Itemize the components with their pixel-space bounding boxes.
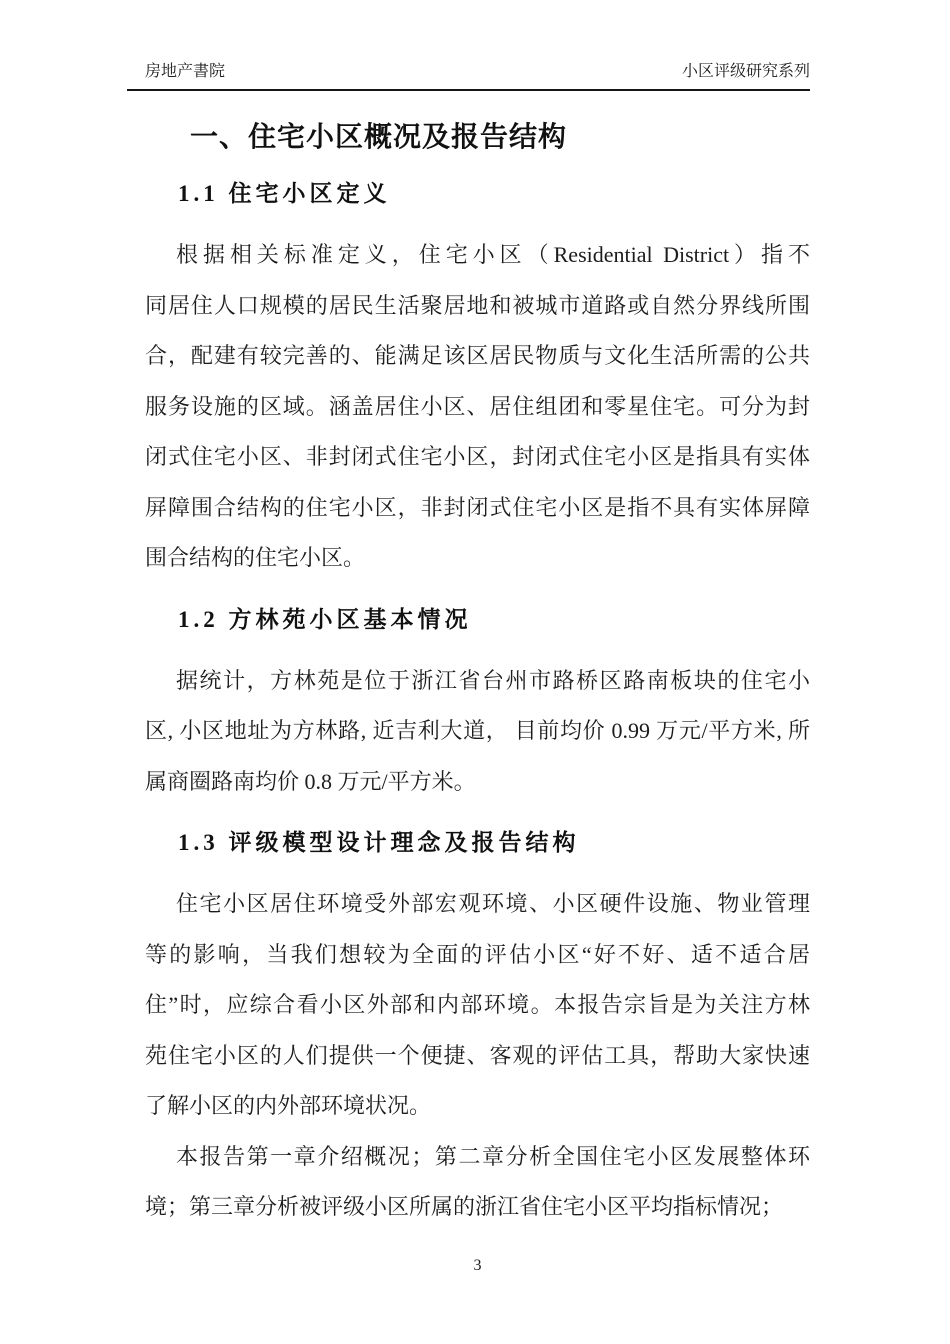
text-line: 住”时，应综合看小区外部和内部环境。本报告宗旨是为关注方林: [145, 992, 810, 1017]
section-heading-1-1: 1.1 住宅小区定义: [178, 181, 391, 206]
section-fanglinyuan-basics: [145, 603, 810, 808]
text-line: 苑住宅小区的人们提供一个便捷、客观的评估工具，帮助大家快速: [145, 1042, 810, 1068]
text-line: 等的影响，当我们想较为全面的评估小区“好不好、适不适合居: [145, 941, 810, 967]
page-footer: [145, 1256, 810, 1276]
text-line: 属商圈路南均价 0.8 万元/平方米。: [145, 768, 476, 794]
text-line: 境；第三章分析被评级小区所属的浙江省住宅小区平均指标情况；: [145, 1194, 784, 1219]
text-line: 了解小区的内外部环境状况。: [145, 1093, 432, 1118]
text-line: 屏障围合结构的住宅小区，非封闭式住宅小区是指不具有实体屏障: [145, 494, 810, 520]
text-line: 根据相关标准定义，住宅小区（Residential District）指不: [176, 242, 810, 267]
section-heading-1-3: 1.3 评级模型设计理念及报告结构: [178, 830, 580, 855]
paragraph: [145, 656, 810, 808]
text-line: 服务设施的区域。涵盖居住小区、居住组团和零星住宅。可分为封: [145, 393, 810, 419]
text-line: 本报告第一章介绍概况；第二章分析全国住宅小区发展整体环: [176, 1143, 810, 1169]
text-line: 围合结构的住宅小区。: [145, 545, 366, 570]
header-right-text: 小区评级研究系列: [681, 63, 810, 80]
header-left-text: 房地产書院: [145, 63, 226, 80]
text-line: 区, 小区地址为方林路, 近吉利大道， 目前均价 0.99 万元/平方米, 所: [145, 718, 810, 743]
chapter-title: 一、住宅小区概况及报告结构: [190, 122, 568, 153]
paragraph: [145, 1132, 810, 1233]
section-residential-definition: [145, 177, 810, 584]
text-line: 闭式住宅小区、非封闭式住宅小区，封闭式住宅小区是指具有实体: [145, 444, 810, 469]
paragraph: [145, 879, 810, 1132]
section-rating-model: [145, 826, 810, 1233]
section-heading-1-2: 1.2 方林苑小区基本情况: [178, 606, 472, 632]
page-number: 3: [473, 1257, 482, 1274]
text-line: 住宅小区居住环境受外部宏观环境、小区硬件设施、物业管理: [176, 891, 810, 916]
text-line: 合，配建有较完善的、能满足该区居民物质与文化生活所需的公共: [145, 343, 810, 368]
text-line: 同居住人口规模的居民生活聚居地和被城市道路或自然分界线所围: [145, 292, 810, 318]
page-header: [127, 62, 810, 91]
text-line: 据统计，方林苑是位于浙江省台州市路桥区路南板块的住宅小: [176, 667, 810, 693]
paragraph: [145, 230, 810, 584]
